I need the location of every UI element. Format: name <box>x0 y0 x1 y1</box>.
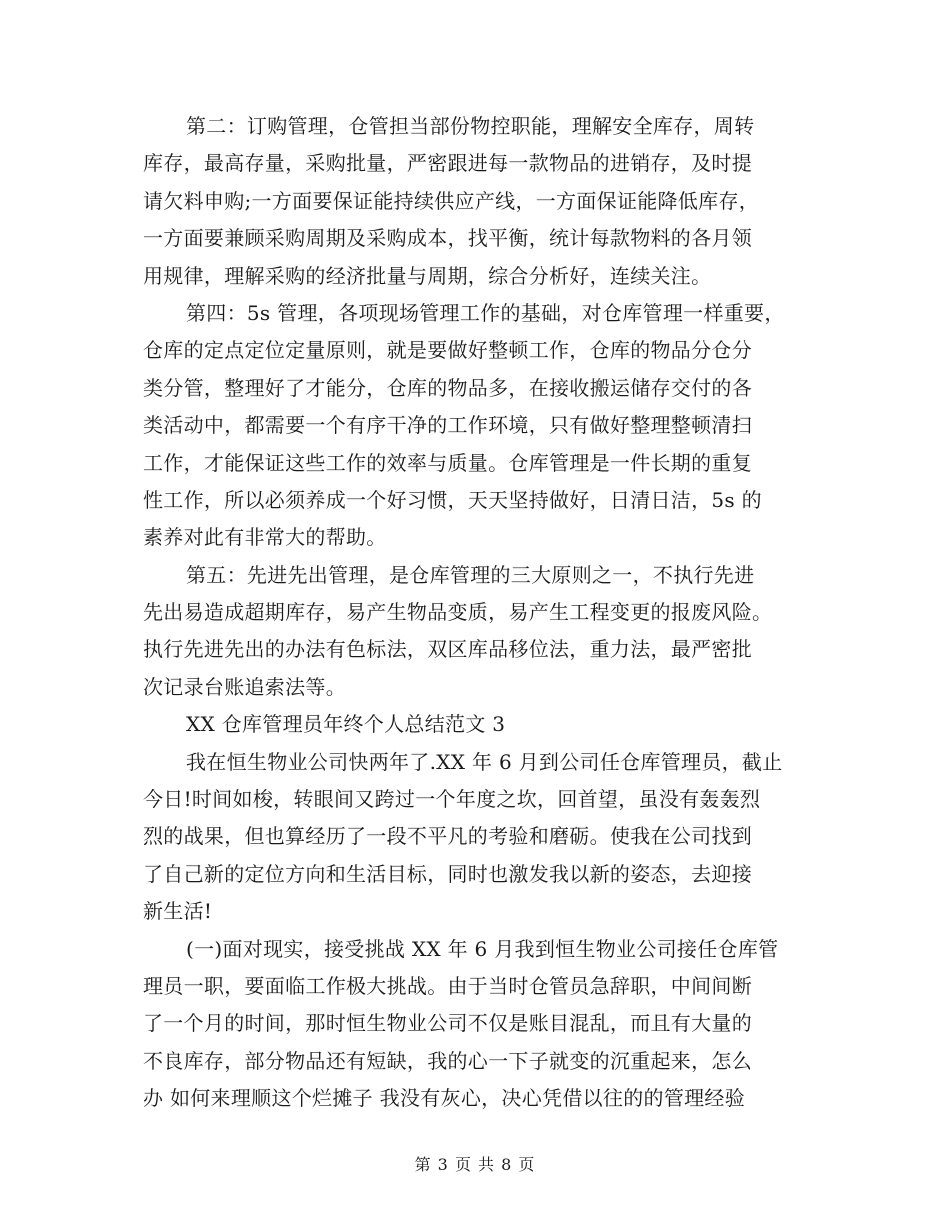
text-line: (一)面对现实，接受挑战 XX 年 6 月我到恒生物业公司接任仓库管 <box>186 936 779 961</box>
text-line: 仓库的定点定位定量原则，就是要做好整顿工作，仓库的物品分仓分 <box>143 338 752 363</box>
text-line: 不良库存，部分物品还有短缺，我的心一下子就变的沉重起来，怎么 <box>143 1048 752 1073</box>
paragraph-facing-reality <box>143 931 823 1118</box>
paragraph-fifo-management <box>143 557 823 707</box>
text-line: 次记录台账追索法等。 <box>143 674 346 699</box>
document-body <box>143 108 823 1118</box>
text-line: 新生活! <box>143 899 213 924</box>
text-line: 第五：先进先出管理，是仓库管理的三大原则之一，不执行先进 <box>186 562 755 587</box>
text-line: 工作，才能保证这些工作的效率与质量。仓库管理是一件长期的重复 <box>143 450 752 475</box>
paragraph-introduction <box>143 744 823 931</box>
paragraph-5s-management <box>143 295 823 557</box>
text-line: 请欠料申购;一方面要保证能持续供应产线，一方面保证能降低库存， <box>143 188 760 213</box>
section-heading <box>143 706 823 743</box>
text-line: 了自己新的定位方向和生活目标，同时也激发我以新的姿态，去迎接 <box>143 861 752 886</box>
text-line: 办 如何来理顺这个烂摊子 我没有灰心，决心凭借以往的的管理经验 <box>143 1086 746 1111</box>
text-line: 一方面要兼顾采购周期及采购成本，找平衡，统计每款物料的各月领 <box>143 226 752 251</box>
text-line: 用规律，理解采购的经济批量与周期，综合分析好，连续关注。 <box>143 263 712 288</box>
page-number-footer: 第 3 页 共 8 页 <box>414 1155 536 1174</box>
text-line: 类活动中，都需要一个有序干净的工作环境，只有做好整理整顿清扫 <box>143 413 752 438</box>
section-title: XX 仓库管理员年终个人总结范文 3 <box>186 712 506 737</box>
text-line: 了一个月的时间，那时恒生物业公司不仅是账目混乱，而且有大量的 <box>143 1011 752 1036</box>
text-line: 先出易造成超期库存，易产生物品变质，易产生工程变更的报废风险。 <box>143 600 773 625</box>
text-line: 今日!时间如梭，转眼间又跨过一个年度之坎，回首望，虽没有轰轰烈 <box>143 787 761 812</box>
text-line: 执行先进先出的办法有色标法，双区库品移位法，重力法，最严密批 <box>143 637 752 662</box>
text-line: 第四：5s 管理，各项现场管理工作的基础，对仓库管理一样重要， <box>186 300 785 325</box>
text-line: 类分管，整理好了才能分，仓库的物品多，在接收搬运储存交付的各 <box>143 375 752 400</box>
text-line: 性工作，所以必须养成一个好习惯，天天坚持做好，日清日洁，5s 的 <box>143 487 762 512</box>
paragraph-ordering-management <box>143 108 823 295</box>
text-line: 第二：订购管理，仓管担当部份物控职能，理解安全库存，周转 <box>186 114 755 138</box>
text-line: 素养对此有非常大的帮助。 <box>143 525 387 550</box>
text-line: 烈的战果，但也算经历了一段不平凡的考验和磨砺。使我在公司找到 <box>143 824 752 849</box>
text-line: 我在恒生物业公司快两年了.XX 年 6 月到公司任仓库管理员，截止 <box>186 749 783 774</box>
text-line: 库存，最高存量，采购批量，严密跟进每一款物品的进销存，及时提 <box>143 151 752 176</box>
text-line: 理员一职，要面临工作极大挑战。由于当时仓管员急辞职，中间间断 <box>143 973 752 998</box>
